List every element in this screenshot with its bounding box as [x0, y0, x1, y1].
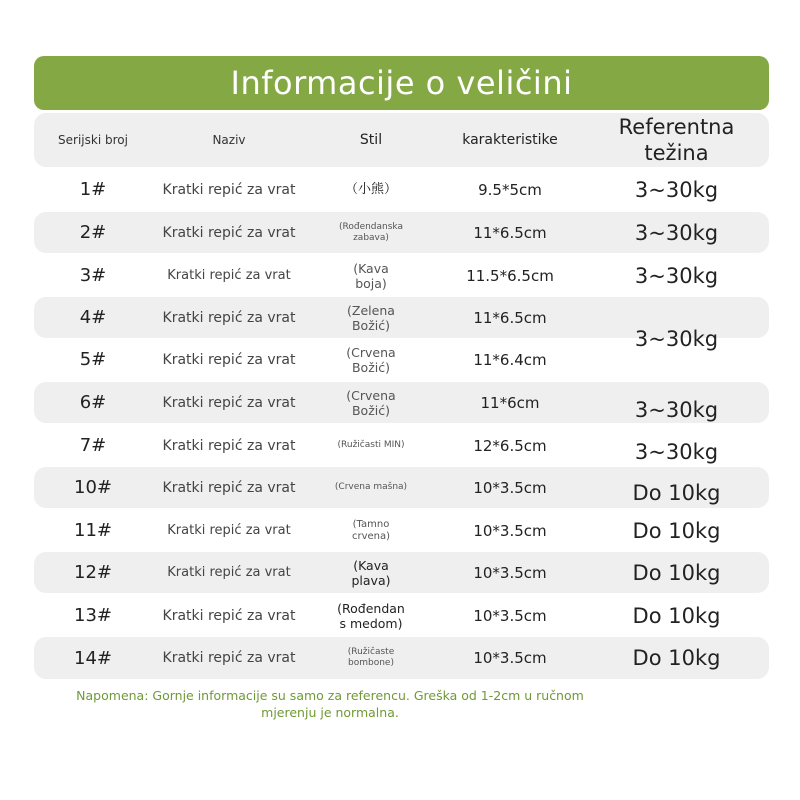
product-specs: 11*6.5cm	[473, 223, 547, 242]
serial-number: 14#	[74, 647, 112, 669]
title-banner	[34, 56, 769, 110]
product-name: Kratki repić za vrat	[167, 565, 291, 580]
product-style: (Crvena Božić)	[346, 344, 396, 375]
reference-weight: Do 10kg	[632, 480, 721, 505]
product-name: Kratki repić za vrat	[167, 523, 291, 538]
product-specs: 10*3.5cm	[473, 606, 547, 625]
table-row	[34, 552, 769, 593]
product-name: Kratki repić za vrat	[162, 394, 296, 411]
product-style: (Ružičasti MIN)	[337, 440, 405, 451]
header-style: Stil	[359, 132, 383, 148]
product-style: (Tamno crvena)	[351, 518, 391, 542]
header-specs: karakteristike	[462, 132, 558, 148]
product-style: (Zelena Božić)	[347, 302, 395, 333]
reference-weight: 3~30kg	[634, 439, 719, 464]
table-row	[34, 382, 769, 423]
table-row	[34, 595, 769, 636]
header-serial: Serijski broj	[58, 133, 128, 147]
product-style: （小熊）	[344, 181, 397, 197]
table-row	[34, 212, 769, 253]
product-style: (Crvena mašna)	[334, 482, 408, 493]
serial-number: 1#	[79, 179, 107, 200]
product-name: Kratki repić za vrat	[162, 224, 296, 241]
reference-weight: 3~30kg	[634, 397, 719, 422]
footnote: Napomena: Gornje informacije su samo za referencu. Greška od 1-2cm u ručnom mjerenju je normalna.	[76, 688, 584, 720]
product-name: Kratki repić za vrat	[162, 607, 296, 624]
serial-number: 11#	[74, 520, 112, 541]
serial-number: 3#	[79, 265, 107, 286]
header-weight: Referentna težina	[618, 114, 735, 165]
table-row	[34, 255, 769, 296]
table-row	[34, 637, 769, 679]
product-style: (Rođendan s medom)	[337, 600, 405, 631]
serial-number: 4#	[79, 307, 107, 328]
product-specs: 11.5*6.5cm	[466, 266, 554, 285]
reference-weight: 3~30kg	[634, 177, 719, 202]
product-specs: 10*3.5cm	[473, 563, 547, 582]
serial-number: 12#	[74, 562, 112, 583]
table-row	[34, 510, 769, 551]
product-name: Kratki repić za vrat	[162, 437, 296, 454]
product-name: Kratki repić za vrat	[162, 479, 296, 496]
product-specs: 10*3.5cm	[473, 521, 547, 540]
product-specs: 11*6.5cm	[473, 308, 547, 327]
serial-number: 10#	[74, 477, 112, 498]
serial-number: 2#	[79, 222, 107, 243]
product-specs: 9.5*5cm	[478, 180, 542, 199]
table-row	[34, 425, 769, 466]
reference-weight: Do 10kg	[632, 518, 721, 543]
product-name: Kratki repić za vrat	[162, 351, 296, 368]
reference-weight: 3~30kg	[634, 263, 719, 288]
serial-number: 5#	[79, 349, 107, 370]
product-specs: 10*3.5cm	[473, 649, 547, 667]
product-name: Kratki repić za vrat	[162, 650, 296, 666]
table-header	[34, 113, 769, 167]
serial-number: 7#	[79, 435, 107, 456]
reference-weight: 3~30kg	[634, 220, 719, 245]
reference-weight: 3~30kg	[634, 327, 719, 351]
product-specs: 10*3.5cm	[473, 478, 547, 497]
product-name: Kratki repić za vrat	[162, 181, 296, 198]
product-specs: 12*6.5cm	[473, 436, 547, 455]
serial-number: 13#	[74, 605, 112, 626]
product-name: Kratki repić za vrat	[162, 309, 296, 326]
table-row	[34, 467, 769, 508]
product-style: (Kava boja)	[353, 260, 389, 291]
page-title: Informacije o veličini	[230, 64, 573, 102]
header-name: Naziv	[212, 133, 246, 147]
product-style: (Rođendanska zabava)	[338, 221, 403, 243]
product-style: (Kava plava)	[351, 557, 391, 588]
product-style: (Ružičaste bombone)	[347, 647, 395, 668]
product-style: (Crvena Božić)	[346, 387, 396, 418]
table-row	[34, 339, 769, 380]
table-row	[34, 169, 769, 210]
product-specs: 11*6cm	[480, 393, 540, 412]
reference-weight: Do 10kg	[632, 603, 721, 628]
reference-weight: Do 10kg	[632, 560, 721, 585]
product-specs: 11*6.4cm	[473, 350, 547, 369]
product-name: Kratki repić za vrat	[167, 268, 291, 283]
serial-number: 6#	[79, 392, 107, 413]
reference-weight: Do 10kg	[632, 646, 721, 670]
